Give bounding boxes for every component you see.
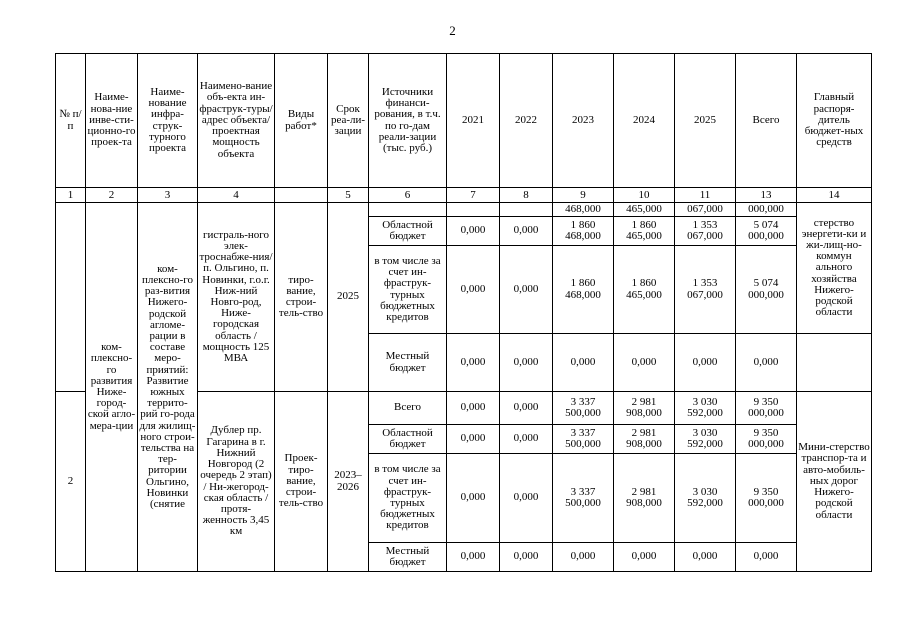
row-num	[56, 203, 86, 392]
header-sources: Источники финанси-рования, в т.ч. по го-дам реали-зации (тыс. руб.)	[369, 54, 447, 188]
value-2025: 3 030 592,000	[675, 454, 736, 543]
value-2024: 2 981 908,000	[614, 454, 675, 543]
manager-cell: Мини-стерство транспор-та и авто-мобиль-ных дорог Нижего-родской области	[797, 392, 872, 572]
value-2024: 0,000	[614, 543, 675, 572]
column-number: 3	[138, 188, 198, 203]
page-number: 2	[449, 23, 456, 38]
investment-projects-table	[55, 53, 872, 572]
value-2024: 0,000	[614, 334, 675, 392]
value-total: 9 350 000,000	[736, 392, 797, 425]
value-2021: 0,000	[447, 334, 500, 392]
project-name-cell: ком-плексно-го развития Ниже-город-ской агло-мера-ции	[86, 203, 138, 572]
row-num: 2	[56, 392, 86, 572]
source-cell: Местный бюджет	[369, 543, 447, 572]
value-total: 000,000	[736, 203, 797, 217]
source-cell: Областной бюджет	[369, 217, 447, 246]
header-row	[56, 54, 872, 188]
value-2021: 0,000	[447, 392, 500, 425]
column-number: 2	[86, 188, 138, 203]
header-manager: Главный распоря-дитель бюджет-ных средств	[797, 54, 872, 188]
value-2023: 0,000	[553, 334, 614, 392]
value-2022: 0,000	[500, 454, 553, 543]
value-total: 0,000	[736, 334, 797, 392]
header-2023: 2023	[553, 54, 614, 188]
column-number: 4	[198, 188, 275, 203]
works-cell: тиро-вание, строи-тель-ство	[275, 203, 328, 392]
works-cell: Проек-тиро-вание, строи-тель-ство	[275, 392, 328, 572]
header-infra: Наиме-нование инфра-струк-турного проекта	[138, 54, 198, 188]
header-2022: 2022	[500, 54, 553, 188]
header-period: Срок реа-ли-зации	[328, 54, 369, 188]
value-total: 9 350 000,000	[736, 425, 797, 454]
value-2022: 0,000	[500, 246, 553, 334]
column-number	[275, 188, 328, 203]
value-2023: 1 860 468,000	[553, 246, 614, 334]
value-2023: 3 337 500,000	[553, 454, 614, 543]
header-num: № п/п	[56, 54, 86, 188]
value-2022: 0,000	[500, 334, 553, 392]
value-total: 9 350 000,000	[736, 454, 797, 543]
column-number: 7	[447, 188, 500, 203]
period-cell: 2023–2026	[328, 392, 369, 572]
value-2021	[447, 203, 500, 217]
value-2024: 465,000	[614, 203, 675, 217]
value-2021: 0,000	[447, 454, 500, 543]
source-cell: Всего	[369, 392, 447, 425]
value-2025: 0,000	[675, 543, 736, 572]
manager-cell: стерство энергети-ки и жи-лищ-но-коммун ального хозяйства Нижего-родской области	[797, 203, 872, 334]
value-2022: 0,000	[500, 217, 553, 246]
source-cell: Областной бюджет	[369, 425, 447, 454]
source-cell	[369, 203, 447, 217]
object-cell: гистраль-ного элек-троснабже-ния/ п. Ольгино, п. Новинки, г.о.г. Ниж-ний Новго-род, Ниже-городская область / мощность 125 МВА	[198, 203, 275, 392]
value-2023: 3 337 500,000	[553, 392, 614, 425]
source-cell: Местный бюджет	[369, 334, 447, 392]
value-2024: 1 860 465,000	[614, 217, 675, 246]
column-number: 8	[500, 188, 553, 203]
value-2025: 3 030 592,000	[675, 425, 736, 454]
value-total: 0,000	[736, 543, 797, 572]
value-2021: 0,000	[447, 543, 500, 572]
header-works: Виды работ*	[275, 54, 328, 188]
value-2022: 0,000	[500, 392, 553, 425]
header-2024: 2024	[614, 54, 675, 188]
source-cell: в том числе за счет ин-фраструк-турных бюджетных кредитов	[369, 246, 447, 334]
column-number: 5	[328, 188, 369, 203]
value-2024: 1 860 465,000	[614, 246, 675, 334]
column-number: 11	[675, 188, 736, 203]
value-total: 5 074 000,000	[736, 246, 797, 334]
header-2021: 2021	[447, 54, 500, 188]
header-total: Всего	[736, 54, 797, 188]
value-2021: 0,000	[447, 217, 500, 246]
column-numbers-row	[56, 188, 872, 203]
source-cell: в том числе за счет ин-фраструк-турных бюджетных кредитов	[369, 454, 447, 543]
header-project: Наиме-нова-ние инве-сти-ционно-го проек-та	[86, 54, 138, 188]
value-2024: 2 981 908,000	[614, 425, 675, 454]
value-2023: 1 860 468,000	[553, 217, 614, 246]
value-2025: 1 353 067,000	[675, 246, 736, 334]
header-object: Наимено-вание объ-екта ин-фраструк-туры/ адрес объекта/ проектная мощность объекта	[198, 54, 275, 188]
table-row	[56, 203, 872, 217]
value-2025: 067,000	[675, 203, 736, 217]
value-2023: 3 337 500,000	[553, 425, 614, 454]
column-number: 13	[736, 188, 797, 203]
value-2022	[500, 203, 553, 217]
value-2025: 1 353 067,000	[675, 217, 736, 246]
column-number: 9	[553, 188, 614, 203]
value-2024: 2 981 908,000	[614, 392, 675, 425]
value-2025: 3 030 592,000	[675, 392, 736, 425]
column-number: 1	[56, 188, 86, 203]
value-2022: 0,000	[500, 425, 553, 454]
value-2021: 0,000	[447, 425, 500, 454]
infra-project-cell: ком-плексно-го раз-вития Нижего-родской агломе-рации в составе меро-приятий: Развитие южных террито-рий го-рода для жилищ-ного строи-тельства на тер-ритории Ольгино, Новинки (снятие	[138, 203, 198, 572]
manager-cell-empty	[797, 334, 872, 392]
column-number: 14	[797, 188, 872, 203]
period-cell: 2025	[328, 203, 369, 392]
value-2025: 0,000	[675, 334, 736, 392]
value-2021: 0,000	[447, 246, 500, 334]
object-cell: Дублер пр. Гагарина в г. Нижний Новгород (2 очередь 2 этап) / Ни-жегород-ская область / протя-женность 3,45 км	[198, 392, 275, 572]
column-number: 10	[614, 188, 675, 203]
value-total: 5 074 000,000	[736, 217, 797, 246]
value-2023: 0,000	[553, 543, 614, 572]
value-2023: 468,000	[553, 203, 614, 217]
header-2025: 2025	[675, 54, 736, 188]
value-2022: 0,000	[500, 543, 553, 572]
column-number: 6	[369, 188, 447, 203]
